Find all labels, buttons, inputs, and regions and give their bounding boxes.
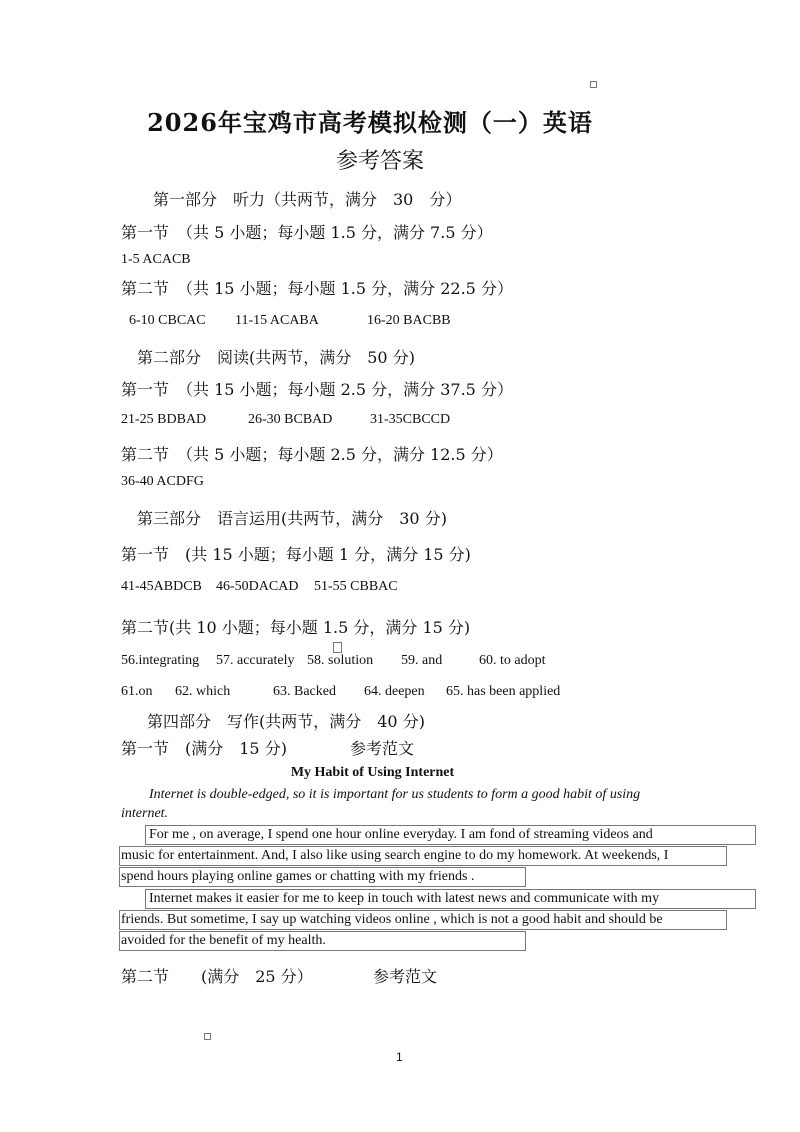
part3-heading: 第三部分 语言运用(共两节，满分 30 分) bbox=[137, 509, 447, 528]
part3-sec2-heading: 第二节(共 10 小题；每小题 1.5 分，满分 15 分) bbox=[121, 618, 471, 637]
part3-row2-item-2: 62. which bbox=[175, 684, 231, 699]
essay-title: My Habit of Using Internet bbox=[290, 765, 455, 780]
part2-heading: 第二部分 阅读(共两节，满分 50 分) bbox=[137, 348, 415, 367]
essay-intro-line-2: internet. bbox=[121, 806, 169, 821]
part2-sec2-heading: 第二节 （共 5 小题；每小题 2.5 分，满分 12.5 分） bbox=[121, 445, 503, 464]
part4-sec1-ref: 参考范文 bbox=[350, 739, 415, 758]
page-title: 2026年宝鸡市高考模拟检测（一）英语 bbox=[147, 108, 593, 137]
part4-sec1-heading: 第一节 (满分 15 分) bbox=[121, 739, 287, 758]
part2-sec1-heading: 第一节 （共 15 小题；每小题 2.5 分，满分 37.5 分） bbox=[121, 380, 513, 399]
part3-sec1-answer-3: 51-55 CBBAC bbox=[314, 579, 398, 594]
part1-sec2-heading: 第二节 （共 15 小题；每小题 1.5 分，满分 22.5 分） bbox=[121, 279, 513, 298]
part2-sec1-answer-1: 21-25 BDBAD bbox=[121, 412, 207, 427]
essay-para1-line-3: spend hours playing online games or chatting with my friends . bbox=[121, 869, 475, 884]
part1-sec2-answer-1: 6-10 CBCAC bbox=[129, 313, 206, 328]
placeholder-marker bbox=[333, 642, 342, 653]
essay-para1-line-2: music for entertainment. And, I also like using search engine to do my homework. At weekends, I bbox=[121, 848, 669, 863]
part3-row1-item-1: 56.integrating bbox=[121, 653, 200, 668]
part3-sec1-answer-2: 46-50DACAD bbox=[216, 579, 299, 594]
part3-row1-item-4: 59. and bbox=[401, 653, 443, 668]
essay-para1-line-1: For me , on average, I spend one hour online everyday. I am fond of streaming videos and bbox=[149, 827, 653, 842]
part3-sec1-heading: 第一节 (共 15 小题；每小题 1 分，满分 15 分) bbox=[121, 545, 471, 564]
part1-sec2-answer-2: 11-15 ACABA bbox=[235, 313, 319, 328]
essay-intro-line-1: Internet is double-edged, so it is important for us students to form a good habit of using bbox=[149, 787, 641, 802]
part1-heading: 第一部分 听力（共两节，满分 30 分） bbox=[153, 190, 462, 209]
page-subtitle: 参考答案 bbox=[335, 149, 424, 174]
essay-para2-line-3: avoided for the benefit of my health. bbox=[121, 933, 326, 948]
part2-sec2-answers: 36-40 ACDFG bbox=[121, 474, 204, 489]
bottom-marker bbox=[204, 1033, 211, 1040]
part3-row2-item-1: 61.on bbox=[121, 684, 153, 699]
part1-sec1-heading: 第一节 （共 5 小题；每小题 1.5 分，满分 7.5 分） bbox=[121, 223, 493, 242]
part3-row2-item-3: 63. Backed bbox=[273, 684, 336, 699]
corner-marker bbox=[590, 81, 597, 88]
part4-heading: 第四部分 写作(共两节，满分 40 分) bbox=[147, 712, 425, 731]
part2-sec1-answer-2: 26-30 BCBAD bbox=[248, 412, 333, 427]
part2-sec1-answer-3: 31-35CBCCD bbox=[370, 412, 451, 427]
part3-sec1-answer-1: 41-45ABDCB bbox=[121, 579, 202, 594]
part4-sec2-heading: 第二节 (满分 25 分） bbox=[121, 967, 313, 986]
part4-sec2-ref: 参考范文 bbox=[373, 967, 438, 986]
essay-para2-line-2: friends. But sometime, I say up watching videos online , which is not a good habit and should be bbox=[121, 912, 663, 927]
part1-sec2-answer-3: 16-20 BACBB bbox=[367, 313, 451, 328]
part1-sec1-answers: 1-5 ACACB bbox=[121, 252, 191, 267]
part3-row1-item-5: 60. to adopt bbox=[479, 653, 546, 668]
essay-para2-line-1: Internet makes it easier for me to keep in touch with latest news and communicate with my bbox=[149, 891, 660, 906]
part3-row2-item-5: 65. has been applied bbox=[446, 684, 561, 699]
part3-row2-item-4: 64. deepen bbox=[364, 684, 425, 699]
part3-row1-item-3: 58. solution bbox=[307, 653, 374, 668]
part3-row1-item-2: 57. accurately bbox=[216, 653, 295, 668]
page-number: 1 bbox=[396, 1050, 403, 1064]
